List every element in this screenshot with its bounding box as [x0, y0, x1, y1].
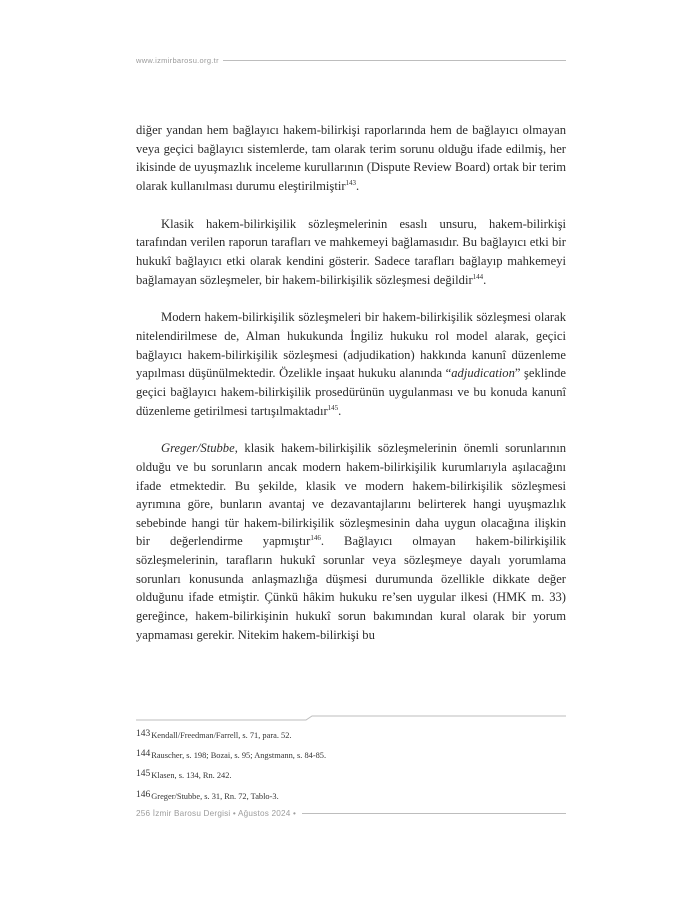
page-header — [136, 54, 566, 66]
body-text — [136, 121, 566, 644]
footnotes — [136, 725, 566, 806]
paragraph-1: diğer yandan hem bağlayıcı hakem-bilirkişi raporlarında hem de bağlayıcı olmayan veya geçici bağlayıcı sistemlerde, tam olarak terim sorunu olduğu ifade edilmiş, her ikisinde de uyuşmazlık inceleme kurullarının (Dispute Review Board) ortak bir terim olarak kullanılması durumu eleştirilmiştir$^{143}$. — [136, 123, 566, 193]
author-names: Greger/Stubbe — [161, 441, 235, 456]
footer-rule — [302, 813, 566, 814]
footnote-ref-146[interactable]: 146 — [310, 534, 321, 543]
footnote-ref-145[interactable]: 145 — [327, 403, 339, 412]
italic-term: adjudication — [451, 366, 515, 381]
page-footer — [136, 806, 566, 820]
paragraph-2: Klasik hakem-bilirkişilik sözleşmelerinin esaslı unsuru, hakem-bilirkişi tarafından verilen raporun tarafları ve mahkemeyi bağlamasıdır. Bu bağlayıcı etki bir hukukî bağlayıcı etki olarak kendini gösterir. Sadece tarafları bağlayıp mahkemeyi bağlamayan sözleşmeler, bir hakem-bilirkişilik sözleşmesi değildir$^{144}$. — [136, 216, 566, 287]
footnote-ref-143[interactable]: 143 — [345, 178, 357, 187]
paragraph-4: Greger/Stubbe, klasik hakem-bilirkişilik sözleşmelerinin önemli sorunlarının olduğu ve bu sorunların ancak modern hakem-bilirkişilik kurumlarıyla aşılacağını ifade etmektedir. Bu şekilde, klasik ve modern hakem-bilirkişilik sözleşmesi ayrımına göre, bunların avantaj ve dezavantajlarını belirterek hangi uyuşmazlık sebebinde hangi tür hakem-bilirkişilik sözleşmesinin daha uygun olacağına ilişkin bir değerlendirme yapmıştır$^{146}$. Bağlayıcı olmayan hakem-bilirkişilik sözleşmelerinin, tarafların hukukî sorunlar veya sözleşmeye dayalı yorumlama sorunları konusunda anlaşmazlığa düşmesi durumunda özellikle dikkate değer olduğunu ifade etmiştir. Çünkü hâkim hukuku re’sen uygular ilkesi (HMK m. 33) gereğince, hakem-bilirkişinin hukukî sorun bakımından kural olarak bir yorum yapmaması gerekir. Nitekim hakem-bilirkişi bu — [136, 441, 566, 642]
footnote-separator — [136, 715, 566, 721]
footnote-ref-144[interactable]: 144 — [472, 272, 484, 281]
footnote-146: 146Greger/Stubbe, s. 31, Rn. 72, Tablo-3. — [136, 789, 279, 801]
footer-text: 256 İzmir Barosu Dergisi • Ağustos 2024 • — [136, 808, 297, 818]
footnote-143: 143Kendall/Freedman/Farrell, s. 71, para. 52. — [136, 729, 292, 740]
footnote-145: 145Klasen, s. 134, Rn. 242. — [136, 769, 232, 781]
header-rule — [223, 60, 566, 61]
paragraph-3: Modern hakem-bilirkişilik sözleşmeleri bir hakem-bilirkişilik sözleşmesi olarak nitelendirilmese de, Alman hukukunda İngiliz hukuku rol model alarak, geçici bağlayıcı hakem-bilirkişilik sözleşmesi (adjudikation) hakkında kanunî düzenleme yapılması düşünülmektedir. Özelikle inşaat hukuku alanında “adjudication” şeklinde geçici bağlayıcı hakem-bilirkişilik prosedürünün uygulanması ve bu konuda kanunî düzenleme getirilmesi tartışılmaktadır$^{145}$. — [136, 310, 566, 418]
header-url: www.izmirbarosu.org.tr — [136, 55, 219, 65]
footnote-144: 144Rauscher, s. 198; Bozai, s. 95; Angstmann, s. 84-85. — [136, 749, 327, 761]
